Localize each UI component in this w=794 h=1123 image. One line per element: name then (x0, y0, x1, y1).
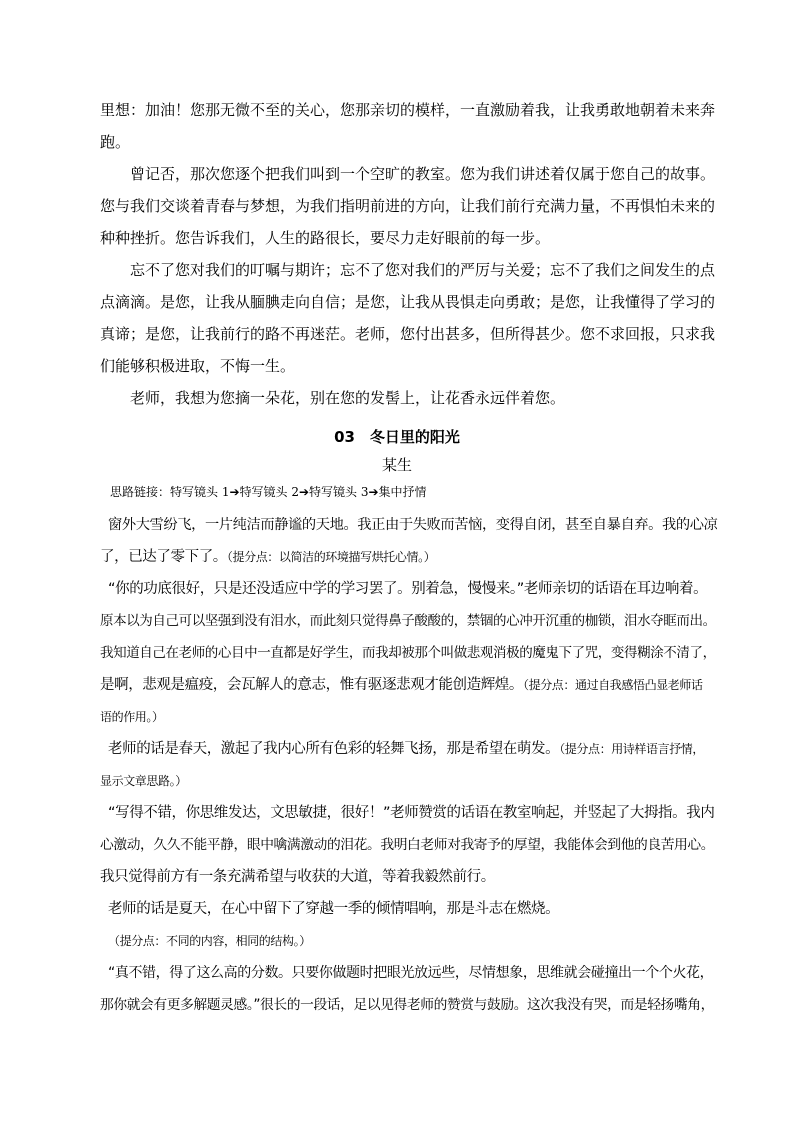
idea-chain: 思路链接：特写镜头 1➔特写镜头 2➔特写镜头 3➔集中抒情 (110, 485, 427, 499)
text-line: 跑。 (100, 133, 131, 151)
text-line: 原本以为自己可以坚强到没有泪水，而此刻只觉得鼻子酸酸的，禁锢的心冲开沉重的枷锁，泪水夺眶而出。 (100, 613, 716, 629)
paragraph (100, 158, 722, 254)
text-line (100, 701, 722, 733)
text-line: “你的功底很好，只是还没适应中学的学习罢了。别着急，慢慢来。”老师亲切的话语在耳边响着。 (108, 581, 708, 597)
text-line: “真不错，得了这么高的分数。只要你做题时把眼光放远些，尽情想象，思维就会碰撞出一个个火花， (108, 965, 714, 981)
text-line: 忘不了您对我们的叮嘱与期许；忘不了您对我们的严厉与关爱；忘不了我们之间发生的点 (130, 261, 716, 279)
essay-title: 03 冬日里的阳光 (334, 428, 460, 446)
text-line (100, 765, 722, 797)
text-line: 种种挫折。您告诉我们，人生的路很长，要尽力走好眼前的每一步。 (100, 229, 551, 247)
paragraph (100, 573, 722, 733)
score-note: 语的作用。） (100, 710, 164, 724)
text-line: 那你就会有更多解题灵感。”很长的一段话，足以见得老师的赞赏与鼓励。这次我没有哭，而是轻扬嘴角， (100, 997, 714, 1013)
text-segment: 是啊，悲观是瘟疫，会瓦解人的意志，惟有驱逐悲观才能创造辉煌。 (100, 677, 523, 693)
text-line: 我知道自己在老师的心目中一直都是好学生，而我却被那个叫做悲观消极的魔鬼下了咒，变得糊涂不清了， (100, 645, 716, 661)
paragraph (100, 797, 722, 893)
text-line: 曾记否，那次您逐个把我们叫到一个空旷的教室。您为我们讲述着仅属于您自己的故事。 (130, 165, 716, 183)
text-line: 窗外大雪纷飞，一片纯洁而静谧的天地。我正由于失败而苦恼，变得自闭，甚至自暴自弃。我的心凉 (108, 517, 718, 533)
text-line: 心激动，久久不能平静，眼中噙满激动的泪花。我明白老师对我寄予的厚望，我能体会到他的良苦用心。 (100, 837, 715, 853)
paragraph (100, 94, 722, 158)
text-line (100, 541, 722, 573)
score-note: （提分点：不同的内容，相同的结构。） (108, 934, 311, 948)
text-line: 老师的话是夏天，在心中留下了穿越一季的倾情唱响，那是斗志在燃烧。 (108, 901, 560, 917)
text-segment: 老师的话是春天，激起了我内心所有色彩的轻舞飞扬，那是希望在萌发。 (108, 741, 560, 757)
text-line (100, 669, 722, 701)
paragraph (100, 733, 722, 797)
paragraph (100, 957, 722, 1021)
text-line (100, 925, 722, 957)
text-line: 真谛；是您，让我前行的路不再迷茫。老师，您付出甚多，但所得甚少。您不求回报，只求我 (100, 325, 716, 343)
score-note: （提分点：以简洁的环境描写烘托心情。） (226, 550, 436, 564)
paragraph (100, 254, 722, 382)
text-line: 里想：加油！您那无微不至的关心，您那亲切的模样，一直激励着我，让我勇敢地朝着未来奔 (100, 101, 716, 119)
text-line (100, 733, 722, 765)
score-note: （提分点：用诗样语言抒情， (559, 742, 705, 756)
score-note: （提分点：通过自我感悟凸显老师话 (523, 678, 703, 692)
essay-author: 某生 (381, 456, 412, 474)
text-segment: 了，已达了零下了。 (100, 549, 227, 565)
text-line: 我只觉得前方有一条充满希望与收获的大道，等着我毅然前行。 (100, 869, 495, 885)
text-line: 您与我们交谈着青春与梦想，为我们指明前进的方向，让我们前行充满力量，不再惧怕未来的 (100, 197, 716, 215)
paragraph (100, 382, 722, 414)
text-line: “写得不错，你思维发达，文思敏捷，很好！”老师赞赏的话语在教室响起，并竖起了大拇指。我内 (108, 805, 715, 821)
text-line: 老师，我想为您摘一朵花，别在您的发髻上，让花香永远伴着您。 (130, 389, 566, 407)
paragraph (100, 893, 722, 957)
score-note: 显示文章思路。） (100, 774, 187, 788)
text-line: 们能够积极进取，不悔一生。 (100, 357, 296, 375)
text-line: 点滴滴。是您，让我从腼腆走向自信；是您，让我从畏惧走向勇敢；是您，让我懂得了学习的 (100, 293, 716, 311)
paragraph (100, 509, 722, 573)
